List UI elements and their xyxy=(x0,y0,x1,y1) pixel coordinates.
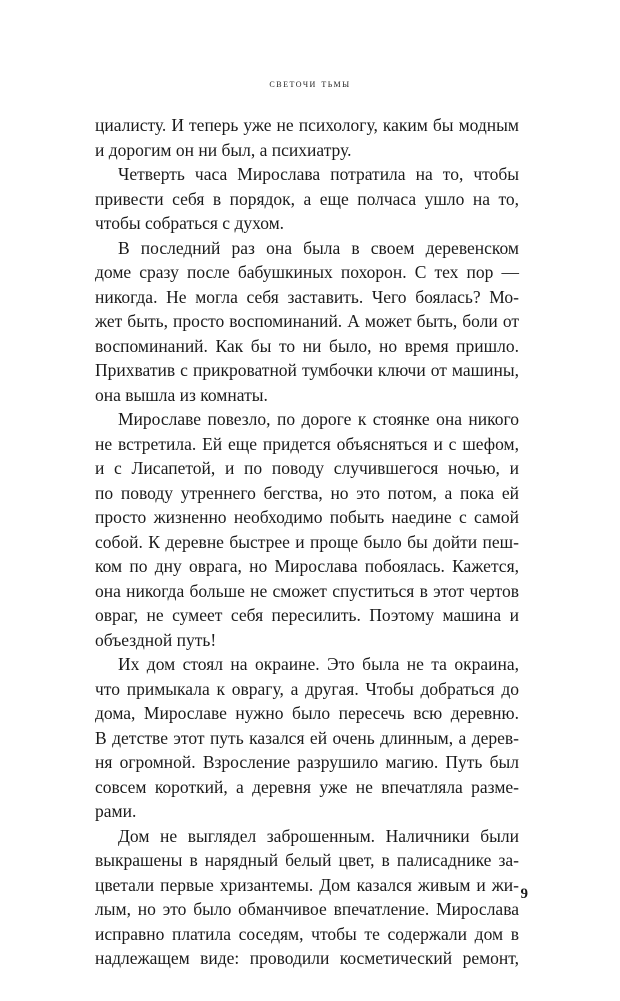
text-line: надлежащем виде: проводили косметический ремонт, xyxy=(95,948,519,968)
paragraph-first-line: Их дом стоял на окраине. Это была не та окраина, xyxy=(118,654,519,674)
text-line: собой. К деревне быстрее и проще было бы дойти пеш- xyxy=(95,531,519,552)
paragraph-first-line: Дом не выглядел заброшенным. Наличники были xyxy=(118,825,519,846)
paragraph-first-line: В последний раз она была в своем деревенском xyxy=(118,237,519,258)
page-number: 9 xyxy=(520,886,528,902)
text-line: жет быть, просто воспоминаний. А может быть, боли от xyxy=(95,311,519,331)
text-line: воспоминаний. Как бы то ни было, но время пришло. xyxy=(95,335,519,356)
text-line: дома, Мирославе нужно было пересечь всю деревню. xyxy=(95,703,519,723)
text-line: она никогда больше не сможет спуститься в этот чертов xyxy=(95,580,519,601)
text-line: что примыкала к оврагу, а другая. Чтобы добраться до xyxy=(95,678,519,699)
paragraph-first-line: Четверть часа Мирослава потратила на то, чтобы xyxy=(118,164,519,184)
text-line: и с Лисапетой, и по поводу случившегося ночью, и xyxy=(95,458,519,478)
body-text xyxy=(95,113,519,971)
text-line: доме сразу после бабушкиных похорон. С тех пор — xyxy=(95,262,519,282)
text-line: просто жизненно необходимо побыть наедине с самой xyxy=(95,507,519,527)
running-head: светочи тьмы xyxy=(269,76,351,90)
text-line: исправно платила соседям, чтобы те содержали дом в xyxy=(95,923,519,944)
text-line: выкрашены в нарядный белый цвет, в палисаднике за- xyxy=(95,850,519,870)
text-line: объездной путь! xyxy=(95,629,217,650)
text-line: В детстве этот путь казался ей очень длинным, а дерев- xyxy=(95,727,519,748)
text-line: Прихватив с прикроватной тумбочки ключи от машины, xyxy=(95,360,519,380)
paragraph-first-line: Мирославе повезло, по дороге к стоянке она никого xyxy=(118,409,519,429)
text-line: цветали первые хризантемы. Дом казался живым и жи- xyxy=(95,874,519,895)
text-line: она вышла из комнаты. xyxy=(95,384,268,405)
text-line: ком по дну оврага, но Мирослава побоялась. Кажется, xyxy=(95,556,519,576)
text-line: чтобы собраться с духом. xyxy=(95,213,285,233)
text-line: лым, но это было обманчивое впечатление. Мирослава xyxy=(95,899,519,919)
text-line: ня огромной. Взросление разрушило магию. Путь был xyxy=(95,752,519,772)
text-line: рами. xyxy=(95,801,137,821)
text-line: по поводу утреннего бегства, но это потом, а пока ей xyxy=(95,482,519,503)
text-line: никогда. Не могла себя заставить. Чего боялась? Мо- xyxy=(95,286,519,307)
text-line: не встретила. Ей еще придется объясняться и с шефом, xyxy=(95,433,519,454)
text-line: овраг, не сумеет себя пересилить. Поэтому машина и xyxy=(95,605,519,625)
text-line: и дорогим он ни был, а психиатру. xyxy=(95,139,352,160)
text-line: совсем короткий, а деревня уже не впечатляла разме- xyxy=(95,776,519,797)
text-line: циалисту. И теперь уже не психологу, каким бы модным xyxy=(95,115,519,135)
text-line: привести себя в порядок, а еще полчаса ушло на то, xyxy=(95,188,519,209)
